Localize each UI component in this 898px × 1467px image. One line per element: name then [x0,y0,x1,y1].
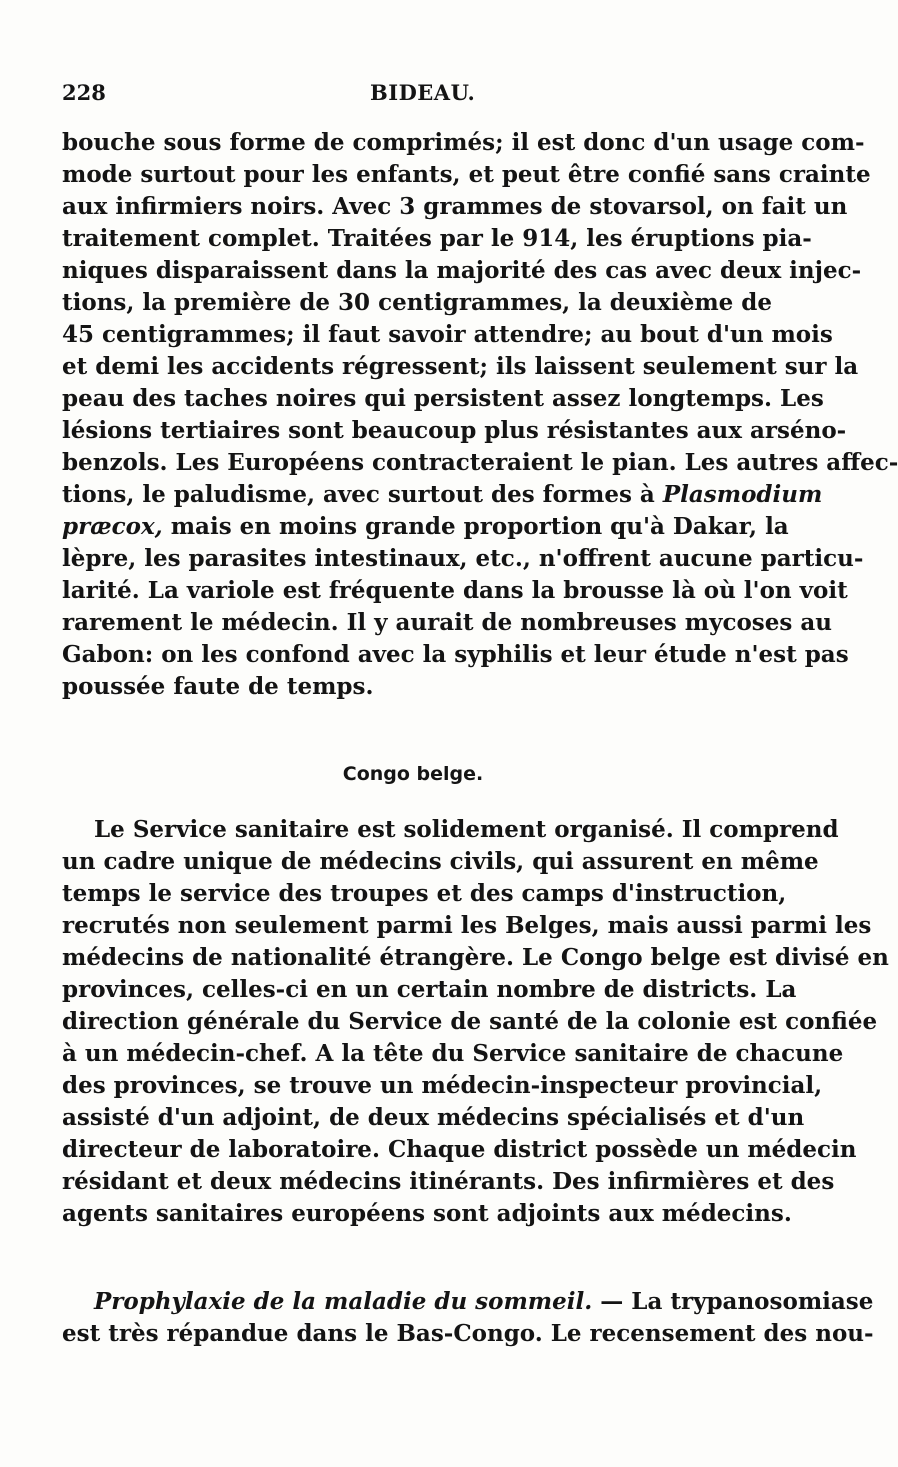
text-line: rarement le médecin. Il y aurait de nombreuses mycoses au [62,609,832,636]
italic-term: Plasmodium [662,481,823,508]
text-line: provinces, celles-ci en un certain nombre de districts. La [62,976,797,1003]
text-line: benzols. Les Européens contracteraient le pian. Les autres affec- [62,449,898,476]
text-line: aux infirmiers noirs. Avec 3 grammes de stovarsol, on fait un [62,193,848,220]
text-line: Gabon: on les confond avec la syphilis et leur étude n'est pas [62,641,849,668]
text-segment: — La trypanosomiase [600,1288,874,1315]
text-line-praecox [62,512,789,542]
page-header [62,80,764,110]
text-line: temps le service des troupes et des camps d'instruction, [62,880,787,907]
text-line: mode surtout pour les enfants, et peut être confié sans crainte [62,161,871,188]
text-line: est très répandue dans le Bas-Congo. Le recensement des nou- [62,1320,874,1347]
text-line: niques disparaissent dans la majorité des cas avec deux injec- [62,257,862,284]
text-line: peau des taches noires qui persistent assez longtemps. Les [62,385,824,412]
text-line: et demi les accidents régressent; ils laissent seulement sur la [62,353,859,380]
italic-term: præcox, [62,513,163,540]
text-line: poussée faute de temps. [62,673,374,700]
text-line: résidant et deux médecins itinérants. Des infirmières et des [62,1168,835,1195]
text-line: agents sanitaires européens sont adjoints aux médecins. [62,1200,792,1227]
text-line: direction générale du Service de santé de la colonie est confiée [62,1008,878,1035]
text-line-plasmodium [62,480,823,510]
text-line: bouche sous forme de comprimés; il est donc d'un usage com- [62,129,865,156]
text-segment: mais en moins grande proportion qu'à Dakar, la [170,513,789,540]
page-number: 228 [62,80,106,105]
document-page [62,0,898,1467]
text-line: un cadre unique de médecins civils, qui assurent en même [62,848,819,875]
text-line: assisté d'un adjoint, de deux médecins spécialisés et d'un [62,1104,805,1131]
text-line: lèpre, les parasites intestinaux, etc., n'offrent aucune particu- [62,545,864,572]
text-line: Le Service sanitaire est solidement organisé. Il comprend [94,816,839,843]
text-line: médecins de nationalité étrangère. Le Congo belge est divisé en [62,944,889,971]
text-line: tions, la première de 30 centigrammes, la deuxième de [62,289,773,316]
running-head: BIDEAU. [370,80,476,105]
text-line-prophylaxie [62,1287,874,1317]
text-line: à un médecin-chef. A la tête du Service sanitaire de chacune [62,1040,844,1067]
text-line: recrutés non seulement parmi les Belges, mais aussi parmi les [62,912,872,939]
text-line: traitement complet. Traitées par le 914, les éruptions pia- [62,225,812,252]
section-heading: Congo belge. [342,763,484,785]
text-line: 45 centigrammes; il faut savoir attendre; au bout d'un mois [62,321,833,348]
text-segment: tions, le paludisme, avec surtout des formes à [62,481,655,508]
text-line: des provinces, se trouve un médecin-inspecteur provincial, [62,1072,823,1099]
subsection-title: Prophylaxie de la maladie du sommeil. [94,1288,593,1315]
text-line: larité. La variole est fréquente dans la brousse là où l'on voit [62,577,848,604]
text-line: directeur de laboratoire. Chaque district possède un médecin [62,1136,857,1163]
text-line: lésions tertiaires sont beaucoup plus résistantes aux arséno- [62,417,847,444]
